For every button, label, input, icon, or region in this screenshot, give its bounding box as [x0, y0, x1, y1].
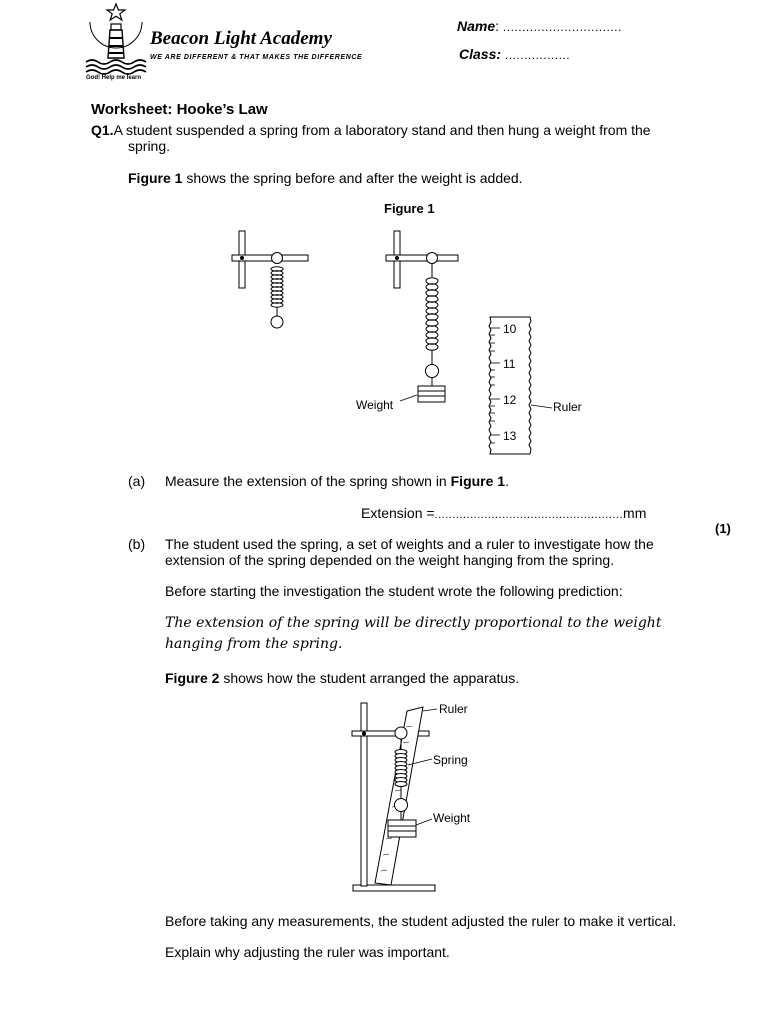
- extension-answer-field[interactable]: [361, 505, 646, 521]
- part-b-text-line2: extension of the spring depended on the weight hanging from the spring.: [165, 552, 615, 568]
- part-a-text-bold: Figure 1: [450, 473, 506, 489]
- name-label: Name: [457, 18, 496, 34]
- name-colon: :: [495, 18, 500, 34]
- school-tagline: WE ARE DIFFERENT & THAT MAKES THE DIFFERENCE: [150, 54, 363, 61]
- fig1-ruler-label: Ruler: [553, 400, 582, 414]
- extension-answer-label: Extension =: [361, 505, 435, 521]
- figure2-diagram: [345, 697, 495, 897]
- fig1-stand-after: [386, 231, 458, 402]
- part-a-text: Measure the extension of the spring shown in: [165, 473, 451, 489]
- fig1-stand-before: [232, 231, 308, 328]
- figure1-diagram: [220, 225, 600, 465]
- fig2-spring-label: Spring: [433, 753, 468, 767]
- extension-answer-unit: mm: [623, 505, 647, 521]
- worksheet-title: Worksheet: Hooke’s Law: [91, 101, 268, 118]
- fig1-tick-12: 12: [503, 393, 517, 407]
- fig2-ref-bold: Figure 2: [165, 670, 220, 686]
- prediction-line2: hanging from the spring.: [165, 636, 343, 652]
- fig1-ruler: [489, 317, 552, 454]
- school-logo: [78, 2, 378, 84]
- fig1-tick-10: 10: [503, 322, 517, 336]
- explain-prompt: Explain why adjusting the ruler was important.: [165, 944, 450, 960]
- fig2-ruler-label: Ruler: [439, 702, 468, 716]
- fig1-tick-11: 11: [503, 357, 516, 371]
- fig1-ref-text: shows the spring before and after the weight is added.: [182, 170, 523, 186]
- fig2-weight-label: Weight: [433, 811, 471, 825]
- q1-number: Q1.: [91, 122, 114, 138]
- student-prediction: [165, 613, 661, 655]
- figure1-caption: Figure 1: [384, 201, 435, 216]
- class-label: Class:: [459, 46, 502, 62]
- fig2-ref-text: shows how the student arranged the apparatus.: [219, 670, 520, 686]
- fig1-tick-13: 13: [503, 429, 517, 443]
- school-name: Beacon Light Academy: [150, 28, 332, 49]
- part-b-label: (b): [128, 536, 146, 552]
- name-dots: ...............................: [502, 20, 622, 34]
- fig1-weight-label: Weight: [356, 398, 394, 412]
- fig2-reference: [165, 670, 519, 686]
- q1-intro-line1: A student suspended a spring from a laboratory stand and then hung a weight from the: [113, 122, 651, 138]
- lighthouse-emblem-icon: [78, 2, 148, 76]
- class-dots: .................: [504, 48, 571, 62]
- class-field[interactable]: [459, 46, 570, 62]
- school-motto: God! Help me learn: [86, 75, 142, 81]
- fig1-ref-bold: Figure 1: [128, 170, 183, 186]
- part-a-marks: (1): [715, 521, 731, 536]
- part-b-question: [165, 536, 654, 568]
- name-field[interactable]: [457, 18, 622, 34]
- part-a-question: [165, 473, 509, 489]
- fig1-reference: [128, 170, 523, 186]
- part-b-text-line1: The student used the spring, a set of weights and a ruler to investigate how the: [165, 536, 654, 552]
- extension-answer-dots: .....................................................: [434, 509, 624, 521]
- prediction-intro: Before starting the investigation the student wrote the following prediction:: [165, 583, 623, 599]
- part-a-text-after: .: [505, 473, 509, 489]
- adjust-ruler-text: Before taking any measurements, the student adjusted the ruler to make it vertical.: [165, 913, 677, 929]
- prediction-line1: The extension of the spring will be directly proportional to the weight: [165, 615, 662, 631]
- q1-intro: [91, 122, 691, 154]
- q1-intro-line2: spring.: [128, 138, 171, 154]
- part-a-label: (a): [128, 473, 146, 489]
